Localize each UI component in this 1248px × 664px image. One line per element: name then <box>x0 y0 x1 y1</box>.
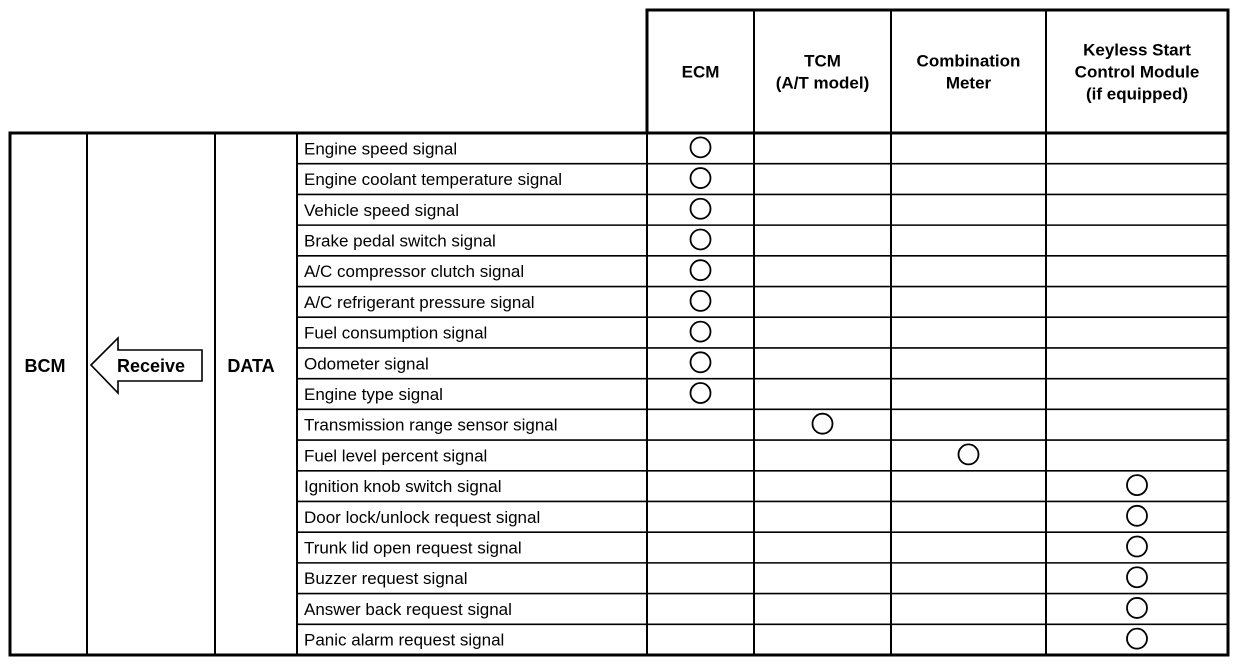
signal-label: Transmission range sensor signal <box>304 415 558 435</box>
signal-marker-circle-icon <box>691 260 711 280</box>
signal-label: A/C compressor clutch signal <box>304 262 525 282</box>
signal-label: Trunk lid open request signal <box>304 538 522 558</box>
column-header-line: Control Module <box>1074 62 1200 82</box>
signal-marker-circle-icon <box>691 137 711 157</box>
signal-label: Vehicle speed signal <box>304 200 460 220</box>
receive-arrow <box>91 338 202 393</box>
signal-marker-circle-icon <box>1127 537 1147 557</box>
signal-label: Fuel level percent signal <box>304 446 488 466</box>
signal-label: A/C refrigerant pressure signal <box>304 292 535 312</box>
signal-label: Panic alarm request signal <box>304 630 505 650</box>
signal-marker-circle-icon <box>691 168 711 188</box>
column-header-line: ECM <box>681 62 720 82</box>
signal-label: Fuel consumption signal <box>304 323 488 343</box>
signal-marker-circle-icon <box>1127 475 1147 495</box>
signal-marker-circle-icon <box>691 352 711 372</box>
signal-marker-circle-icon <box>691 383 711 403</box>
signal-label: Buzzer request signal <box>304 569 468 589</box>
signal-marker-circle-icon <box>691 199 711 219</box>
unit-label: BCM <box>24 356 66 376</box>
column-header-line: (if equipped) <box>1086 84 1188 104</box>
signal-label: Engine type signal <box>304 385 443 404</box>
signal-label: Brake pedal switch signal <box>304 231 496 251</box>
signal-marker-circle-icon <box>691 322 711 342</box>
signal-label: Engine coolant temperature signal <box>304 170 562 190</box>
signal-marker-circle-icon <box>959 444 979 464</box>
signal-marker-circle-icon <box>1127 598 1147 618</box>
column-header-line: (A/T model) <box>775 73 870 93</box>
signal-label: Engine speed signal <box>304 139 458 159</box>
signal-marker-circle-icon <box>1127 506 1147 526</box>
column-header-line: Meter <box>945 73 992 93</box>
signal-marker-circle-icon <box>813 414 833 434</box>
column-header-line: TCM <box>804 51 841 71</box>
signal-label: Ignition knob switch signal <box>304 477 502 497</box>
column-headers <box>682 41 1200 104</box>
column-header-line: Keyless Start <box>1083 40 1191 60</box>
table-frame <box>10 10 1228 655</box>
signal-rows <box>304 137 1147 649</box>
signal-label: Door lock/unlock request signal <box>304 507 541 527</box>
receive-label: Receive <box>116 356 186 376</box>
signal-label: Answer back request signal <box>304 599 512 619</box>
signal-marker-circle-icon <box>691 291 711 311</box>
signal-marker-circle-icon <box>1127 567 1147 587</box>
signal-marker-circle-icon <box>1127 629 1147 649</box>
signal-label: Odometer signal <box>304 354 429 374</box>
data-label: DATA <box>227 356 275 376</box>
column-header-line: Combination <box>916 51 1021 71</box>
signal-marker-circle-icon <box>691 229 711 249</box>
